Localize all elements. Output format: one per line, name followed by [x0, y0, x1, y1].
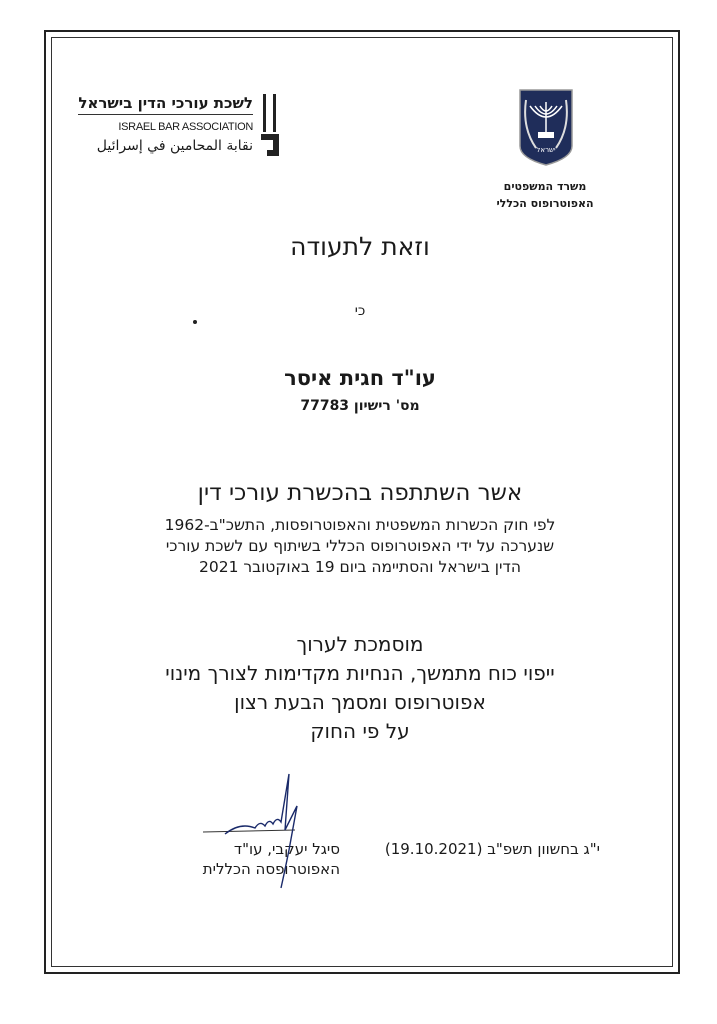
ministry-label	[480, 178, 610, 212]
participation-body	[60, 515, 660, 578]
certificate-ki: כי	[354, 303, 366, 319]
authorization-line: ייפוי כוח מתמשך, הנחיות מקדימות לצורך מינוי	[165, 661, 555, 685]
authorization-line: אפוטרופוס ומסמך הבעת רצון	[234, 690, 486, 714]
state-emblem-icon	[518, 88, 574, 166]
signer-title: האפוטרופסה הכללית	[202, 860, 340, 878]
bar-logo-hebrew: לשכת עורכי הדין בישראל	[78, 94, 253, 115]
body-line: הדין בישראל והסתיימה ביום 19 באוקטובר 2021	[198, 558, 521, 576]
participation-heading: אשר השתתפה בהכשרת עורכי דין	[197, 480, 523, 506]
speck	[193, 320, 197, 324]
body-line: לפי חוק הכשרות המשפטית והאפוטרופסות, התשכ"ב-1962	[164, 516, 556, 534]
emblem-text: ישראל	[536, 146, 556, 154]
bar-logo-english: ISRAEL BAR ASSOCIATION	[118, 121, 253, 133]
authorization-line: מוסמכת לערוך	[296, 632, 424, 656]
israel-bar-association-logo	[60, 88, 283, 174]
recipient-name: עו"ד חגית איסר	[284, 366, 436, 390]
signer-name: סיגל יעקבי, עו"ד	[233, 840, 340, 858]
ministry-name: משרד המשפטים	[503, 180, 587, 193]
authorization-text	[60, 630, 660, 746]
bar-logo-arabic: نقابة المحامين في إسرائيل	[96, 138, 253, 154]
issue-date: י"ג בחשוון תשפ"ב (19.10.2021)	[384, 840, 600, 858]
handwritten-signature	[185, 770, 315, 890]
authorization-line: על פי החוק	[310, 719, 410, 743]
ministry-department: האפוטרופוס הכללי	[496, 197, 594, 210]
body-line: שנערכה על ידי האפוטרופוס הכללי בשיתוף עם לשכת עורכי	[165, 537, 555, 555]
certificate-title: וזאת לתעודה	[290, 232, 430, 261]
scales-icon	[259, 94, 281, 160]
license-number: מס' רישיון 77783	[300, 398, 420, 414]
